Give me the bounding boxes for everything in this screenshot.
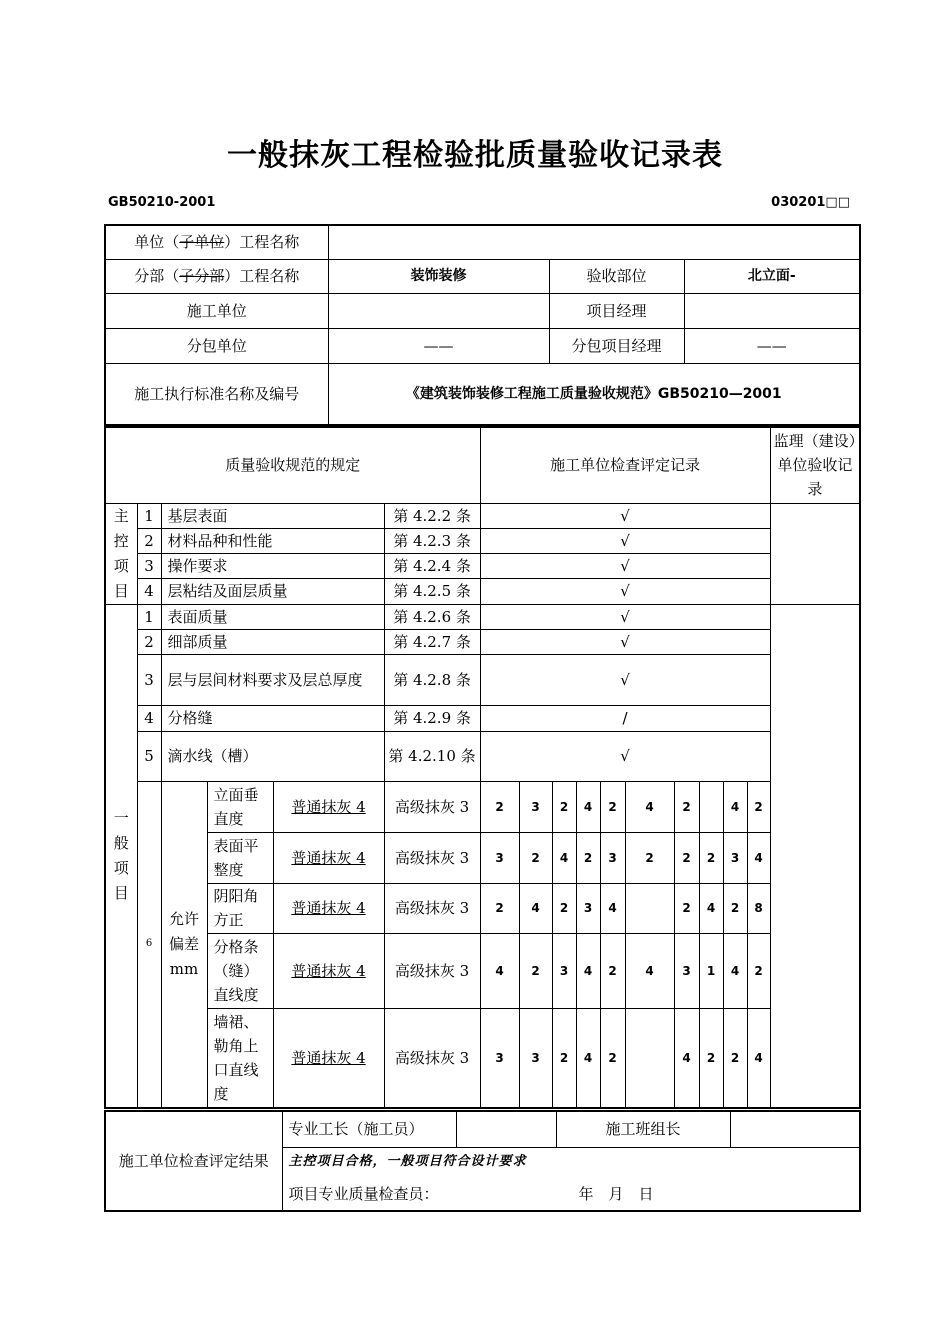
item-clause: 第 4.2.3 条 xyxy=(384,528,480,553)
foreman-label: 专业工长（施工员） xyxy=(282,1111,456,1147)
item-clause: 第 4.2.7 条 xyxy=(384,629,480,654)
measured-value[interactable]: 3 xyxy=(674,933,699,1008)
form-code: 030201□□ xyxy=(771,195,850,210)
measured-value[interactable]: 2 xyxy=(480,883,519,933)
measured-value[interactable]: 2 xyxy=(480,781,519,832)
tolerance-item-name: 分格条（缝）直线度 xyxy=(207,933,273,1008)
measured-value[interactable]: 2 xyxy=(519,933,552,1008)
measured-value[interactable]: 2 xyxy=(699,1008,723,1108)
measured-value[interactable]: 4 xyxy=(747,832,770,883)
measured-value[interactable]: 2 xyxy=(723,883,747,933)
item-name: 表面质量 xyxy=(161,604,384,629)
measured-value[interactable]: 2 xyxy=(674,832,699,883)
tolerance-row xyxy=(105,883,860,933)
item-name: 分格缝 xyxy=(161,705,384,731)
sub-pm-label: 分包项目经理 xyxy=(549,328,684,363)
measured-value[interactable] xyxy=(699,781,723,832)
rules-header: 质量验收规范的规定 xyxy=(105,427,480,503)
unit-project-label: 单位（子单位）工程名称 xyxy=(105,225,328,259)
result-text[interactable]: 主控项目合格，一般项目符合设计要求 xyxy=(282,1147,860,1177)
standard-code: GB50210-2001 xyxy=(108,195,216,210)
item-name: 细部质量 xyxy=(161,629,384,654)
foreman-value[interactable] xyxy=(456,1111,556,1147)
item-no: 4 xyxy=(137,579,161,604)
check-mark[interactable]: √ xyxy=(480,731,770,781)
measured-value[interactable]: 4 xyxy=(747,1008,770,1108)
item-name: 操作要求 xyxy=(161,554,384,579)
page-title: 一般抹灰工程检验批质量验收记录表 xyxy=(227,138,723,173)
check-mark[interactable]: √ xyxy=(480,654,770,705)
date-label: 年 月 日 xyxy=(578,1184,654,1203)
measured-value[interactable]: 4 xyxy=(600,883,625,933)
measured-value[interactable]: 3 xyxy=(519,781,552,832)
tolerance-item-name: 表面平整度 xyxy=(207,832,273,883)
check-mark[interactable]: √ xyxy=(480,503,770,528)
item-no: 1 xyxy=(137,604,161,629)
tolerance-high: 高级抹灰 3 xyxy=(384,1008,480,1108)
measured-value[interactable]: 4 xyxy=(576,781,600,832)
item-clause: 第 4.2.6 条 xyxy=(384,604,480,629)
measured-value[interactable] xyxy=(625,883,674,933)
measured-value[interactable]: 2 xyxy=(552,781,576,832)
measured-value[interactable]: 3 xyxy=(576,883,600,933)
measured-value[interactable]: 2 xyxy=(674,883,699,933)
measured-value[interactable]: 4 xyxy=(576,933,600,1008)
standard-value[interactable]: 《建筑装饰装修工程施工质量验收规范》GB50210—2001 xyxy=(328,363,860,425)
tolerance-item-name: 立面垂直度 xyxy=(207,781,273,832)
main-group-label: 主 控 项 目 xyxy=(105,503,137,604)
measured-value[interactable]: 2 xyxy=(600,933,625,1008)
tolerance-high: 高级抹灰 3 xyxy=(384,883,480,933)
contractor-value[interactable] xyxy=(328,293,549,328)
header-table xyxy=(104,224,861,426)
team-leader-label: 施工班组长 xyxy=(556,1111,730,1147)
measured-value[interactable] xyxy=(625,1008,674,1108)
measured-value[interactable]: 2 xyxy=(674,781,699,832)
subcontractor-label: 分包单位 xyxy=(105,328,328,363)
item-no: 1 xyxy=(137,503,161,528)
item-clause: 第 4.2.5 条 xyxy=(384,579,480,604)
item-no: 4 xyxy=(137,705,161,731)
item-no: 3 xyxy=(137,654,161,705)
result-table xyxy=(104,1110,861,1212)
measured-value[interactable]: 2 xyxy=(552,883,576,933)
tolerance-normal: 普通抹灰 4 xyxy=(273,883,384,933)
measured-value[interactable]: 2 xyxy=(747,933,770,1008)
sub-project-label: 分部（子分部）工程名称 xyxy=(105,259,328,293)
measured-value[interactable]: 8 xyxy=(747,883,770,933)
item-no: 5 xyxy=(137,731,161,781)
item-clause: 第 4.2.4 条 xyxy=(384,554,480,579)
item-no: 2 xyxy=(137,629,161,654)
item-name: 层粘结及面层质量 xyxy=(161,579,384,604)
record-header: 施工单位检查评定记录 xyxy=(480,427,770,503)
measured-value[interactable]: 1 xyxy=(699,933,723,1008)
measured-value[interactable]: 4 xyxy=(625,933,674,1008)
measured-value[interactable]: 4 xyxy=(699,883,723,933)
check-mark[interactable]: √ xyxy=(480,528,770,553)
measured-value[interactable]: 4 xyxy=(480,933,519,1008)
measured-value[interactable]: 2 xyxy=(552,1008,576,1108)
item-clause: 第 4.2.10 条 xyxy=(384,731,480,781)
accept-part-label: 验收部位 xyxy=(549,259,684,293)
subcontractor-value[interactable]: —— xyxy=(328,328,549,363)
measured-value[interactable]: 2 xyxy=(600,781,625,832)
measured-value[interactable]: 4 xyxy=(723,933,747,1008)
measured-value[interactable]: 3 xyxy=(519,1008,552,1108)
check-mark[interactable]: √ xyxy=(480,604,770,629)
tolerance-item-name: 阴阳角方正 xyxy=(207,883,273,933)
tolerance-row xyxy=(105,832,860,883)
check-mark[interactable]: √ xyxy=(480,579,770,604)
measured-value[interactable]: 4 xyxy=(625,781,674,832)
measured-value[interactable]: 2 xyxy=(576,832,600,883)
sub-project-value[interactable]: 装饰装修 xyxy=(328,259,549,293)
spec-table xyxy=(104,426,861,1109)
sub-pm-value[interactable]: —— xyxy=(684,328,860,363)
measured-value[interactable]: 2 xyxy=(723,1008,747,1108)
measured-value[interactable]: 4 xyxy=(576,1008,600,1108)
measured-value[interactable]: 2 xyxy=(519,832,552,883)
measured-value[interactable]: 3 xyxy=(600,832,625,883)
item-clause: 第 4.2.9 条 xyxy=(384,705,480,731)
check-mark[interactable]: / xyxy=(480,705,770,731)
measured-value[interactable]: 3 xyxy=(552,933,576,1008)
supervisor-main-record[interactable] xyxy=(770,503,860,604)
item-clause: 第 4.2.8 条 xyxy=(384,654,480,705)
contractor-label: 施工单位 xyxy=(105,293,328,328)
item-no: 2 xyxy=(137,528,161,553)
inspector-line xyxy=(282,1177,860,1211)
tolerance-high: 高级抹灰 3 xyxy=(384,832,480,883)
measured-value[interactable]: 4 xyxy=(674,1008,699,1108)
tolerance-label: 允许偏差mm xyxy=(161,781,207,1108)
measured-value[interactable]: 2 xyxy=(699,832,723,883)
tolerance-row xyxy=(105,933,860,1008)
supervisor-header: 监理（建设）单位验收记录 xyxy=(770,427,860,503)
inspector-label: 项目专业质量检查员： xyxy=(288,1184,439,1203)
pm-value[interactable] xyxy=(684,293,860,328)
supervisor-general-record[interactable] xyxy=(770,604,860,1108)
pm-label: 项目经理 xyxy=(549,293,684,328)
tolerance-normal: 普通抹灰 4 xyxy=(273,1008,384,1108)
measured-value[interactable]: 3 xyxy=(723,832,747,883)
accept-part-value[interactable]: 北立面- xyxy=(684,259,860,293)
measured-value[interactable]: 2 xyxy=(625,832,674,883)
measured-value[interactable]: 3 xyxy=(480,832,519,883)
tolerance-row xyxy=(105,781,860,832)
tolerance-no: 6 xyxy=(137,781,161,1108)
measured-value[interactable]: 2 xyxy=(600,1008,625,1108)
item-name: 材料品种和性能 xyxy=(161,528,384,553)
tolerance-high: 高级抹灰 3 xyxy=(384,933,480,1008)
tolerance-normal: 普通抹灰 4 xyxy=(273,933,384,1008)
tolerance-high: 高级抹灰 3 xyxy=(384,781,480,832)
measured-value[interactable]: 3 xyxy=(480,1008,519,1108)
measured-value[interactable]: 4 xyxy=(723,781,747,832)
measured-value[interactable]: 4 xyxy=(552,832,576,883)
general-group-label: 一 般 项 目 xyxy=(105,604,137,1108)
tolerance-normal: 普通抹灰 4 xyxy=(273,781,384,832)
tolerance-item-name: 墙裙、勒角上口直线度 xyxy=(207,1008,273,1108)
tolerance-normal: 普通抹灰 4 xyxy=(273,832,384,883)
item-name: 滴水线（槽） xyxy=(161,731,384,781)
item-no: 3 xyxy=(137,554,161,579)
measured-value[interactable]: 4 xyxy=(519,883,552,933)
check-mark[interactable]: √ xyxy=(480,629,770,654)
result-label: 施工单位检查评定结果 xyxy=(105,1111,282,1211)
item-name: 基层表面 xyxy=(161,503,384,528)
team-leader-value[interactable] xyxy=(730,1111,860,1147)
check-mark[interactable]: √ xyxy=(480,554,770,579)
tolerance-row xyxy=(105,1008,860,1108)
unit-project-value[interactable] xyxy=(328,225,860,259)
standard-label: 施工执行标准名称及编号 xyxy=(105,363,328,425)
item-name: 层与层间材料要求及层总厚度 xyxy=(161,654,384,705)
measured-value[interactable]: 2 xyxy=(747,781,770,832)
item-clause: 第 4.2.2 条 xyxy=(384,503,480,528)
